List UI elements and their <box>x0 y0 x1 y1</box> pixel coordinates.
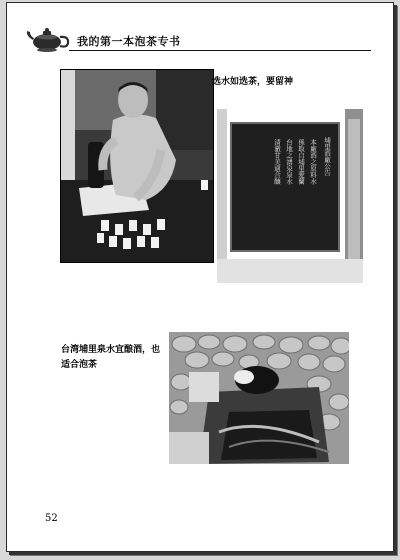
plaque-line: 係取自埔里愛蘭 <box>297 139 305 185</box>
page-header <box>25 25 371 53</box>
plaque-line: 台地之湧泉泉水 <box>285 139 293 185</box>
photo-spring-water-source <box>169 332 349 464</box>
caption-line: 台湾埔里泉水宜酿酒，也 <box>61 345 161 355</box>
plaque-title: 埔里酒廠公告 <box>323 137 331 176</box>
header-title: 我的第一本泡茶专书 <box>77 35 181 48</box>
caption-puli-spring-water <box>61 343 171 373</box>
caption-line: 选水如选茶，要留神 <box>212 77 294 87</box>
page-number: 52 <box>45 513 58 524</box>
teapot-icon <box>25 25 71 53</box>
plaque-line: 清澈甘美適合釀 <box>273 139 281 185</box>
photo-man-pouring-water <box>60 69 214 263</box>
book-page <box>6 2 394 552</box>
caption-choose-water <box>212 75 372 90</box>
plaque-line: 本廠酒之原料水 <box>309 139 317 185</box>
header-rule <box>69 50 371 51</box>
photo-brewery-plaque <box>217 109 363 283</box>
caption-line: 适合泡茶 <box>61 360 98 370</box>
